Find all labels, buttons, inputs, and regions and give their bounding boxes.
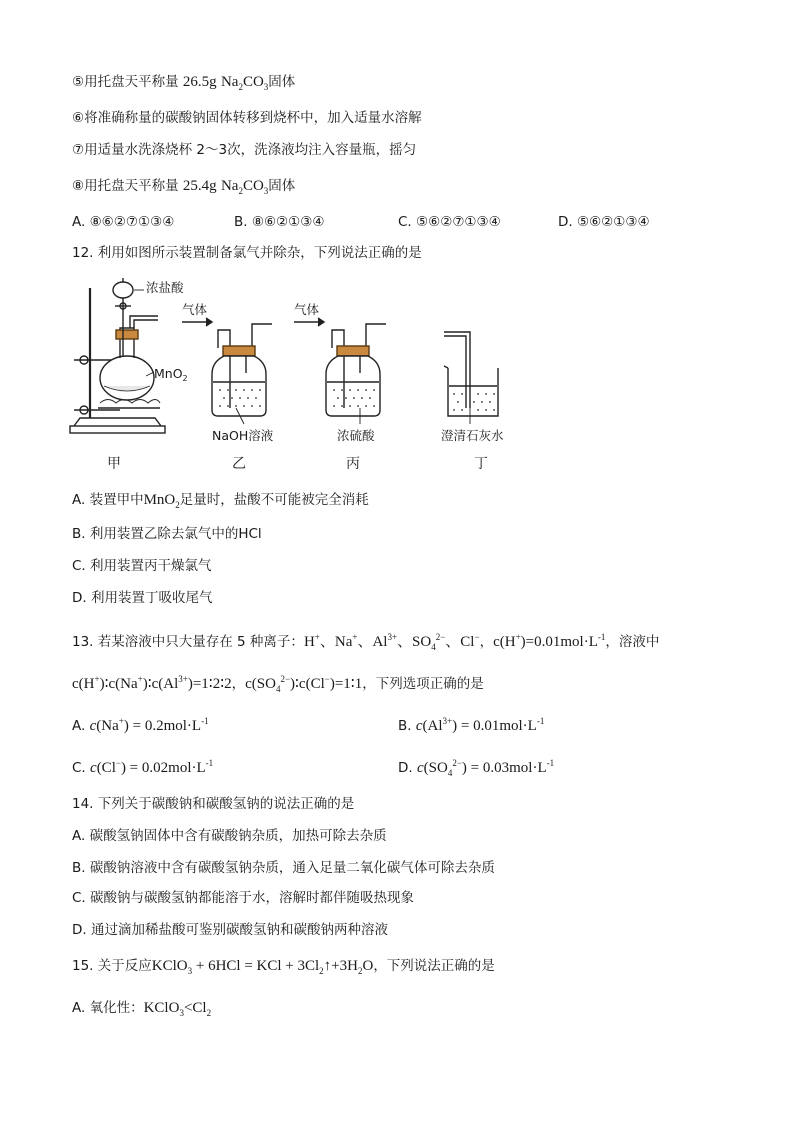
apparatus-figure (60, 268, 540, 478)
q13-stem-line2: $c(H^+)∶c(Na^+)∶c(Al^{3+})=1∶2∶2$，$c(SO_4^{2-})∶c(Cl^-)=1∶1$，下列选项正确的是 (72, 674, 484, 694)
label-gas-2: 气体 (294, 302, 320, 317)
wash-bottle-yi (212, 324, 272, 416)
label-bing: 丙 (346, 456, 360, 472)
wash-bottle-bing (326, 324, 386, 416)
q14-option-b: B. 碳酸钠溶液中含有碳酸氢钠杂质，通入足量二氧化碳气体可除去杂质 (72, 860, 495, 876)
q13-stem-line1: 13. 若某溶液中只大量存在 5 种离子：H+、Na+、$Al^{3+}$、$SO_4^{2-}$、Cl−，$c(H^+)=0.01mol\cdot L^{-1}$，溶液中 (72, 632, 660, 652)
q13-option-c: C. $c(Cl^-) = 0.02mol\cdot L^{-1}$ (72, 758, 214, 776)
q15-stem: 15. 关于反应KClO$_3$ + 6HCl = KCl + $3Cl_2↑+3H_2O$，下列说法正确的是 (72, 958, 495, 976)
label-yi: 乙 (232, 456, 246, 472)
mno2-formula: MnO$_2$ (143, 492, 180, 510)
q13-option-a: A. $c(Na^+) = 0.2mol\cdot L^{-1}$ (72, 716, 209, 734)
label-mno2: MnO$_2$ (154, 366, 188, 383)
na2co3-formula: $Na_2CO_3$ (220, 74, 269, 92)
q12-option-b: B. 利用装置乙除去氯气中的HCl (72, 526, 262, 542)
q12-stem: 12. 利用如图所示装置制备氯气并除杂，下列说法正确的是 (72, 245, 422, 261)
q11-option-c: C. ⑤⑥②⑦①③④ (398, 214, 501, 230)
q13-option-d: D. $c(SO_4^{2-}) = 0.03mol\cdot L^{-1}$ (398, 758, 555, 778)
q11-step5: ⑤用托盘天平称量 26.5g $Na_2CO_3$固体 (72, 74, 296, 92)
label-conc-hcl: 浓盐酸 (146, 280, 184, 295)
q11-option-a: A. ⑧⑥②⑦①③④ (72, 214, 175, 230)
label-ding: 丁 (474, 456, 488, 472)
label-limewater: 澄清石灰水 (441, 428, 504, 443)
q12-option-d: D. 利用装置丁吸收尾气 (72, 590, 213, 606)
q14-option-c: C. 碳酸钠与碳酸氢钠都能溶于水，溶解时都伴随吸热现象 (72, 890, 415, 906)
q11-option-b: B. ⑧⑥②①③④ (234, 214, 325, 230)
na2co3-formula: $Na_2CO_3$ (220, 178, 269, 196)
q11-option-d: D. ⑤⑥②①③④ (558, 214, 650, 230)
q11-step8: ⑧用托盘天平称量 25.4g $Na_2CO_3$固体 (72, 178, 296, 196)
q11-step6: ⑥将准确称量的碳酸钠固体转移到烧杯中，加入适量水溶解 (72, 110, 422, 126)
q14-option-a: A. 碳酸氢钠固体中含有碳酸钠杂质，加热可除去杂质 (72, 828, 387, 844)
reaction-equation: KClO$_3$ + 6HCl = KCl + $3Cl_2↑+3H_2O$ (151, 958, 374, 976)
generator-apparatus (70, 278, 165, 433)
q12-option-a: A. 装置甲中MnO$_2$足量时，盐酸不可能被完全消耗 (72, 492, 369, 510)
beaker-ding (444, 332, 498, 416)
label-conc-h2so4: 浓硫酸 (337, 428, 375, 443)
q14-option-d: D. 通过滴加稀盐酸可鉴别碳酸氢钠和碳酸钠两种溶液 (72, 922, 388, 938)
limewater-liquid (453, 393, 495, 411)
q14-stem: 14. 下列关于碳酸钠和碳酸氢钠的说法正确的是 (72, 796, 355, 812)
q13-option-b: B. $c(Al^{3+}) = 0.01mol\cdot L^{-1}$ (398, 716, 545, 734)
ion-list: H+、Na+、$Al^{3+}$、$SO_4^{2-}$、Cl− (303, 632, 480, 652)
q12-option-c: C. 利用装置丙干燥氯气 (72, 558, 212, 574)
label-jia: 甲 (107, 456, 121, 472)
q11-step7: ⑦用适量水洗涤烧杯 2～3次，洗涤液均注入容量瓶，摇匀 (72, 142, 417, 158)
label-naoh: NaOH溶液 (212, 428, 274, 443)
label-gas-1: 气体 (182, 302, 208, 317)
q15-option-a: A. 氧化性：$KClO_3<Cl_2$ (72, 1000, 212, 1018)
